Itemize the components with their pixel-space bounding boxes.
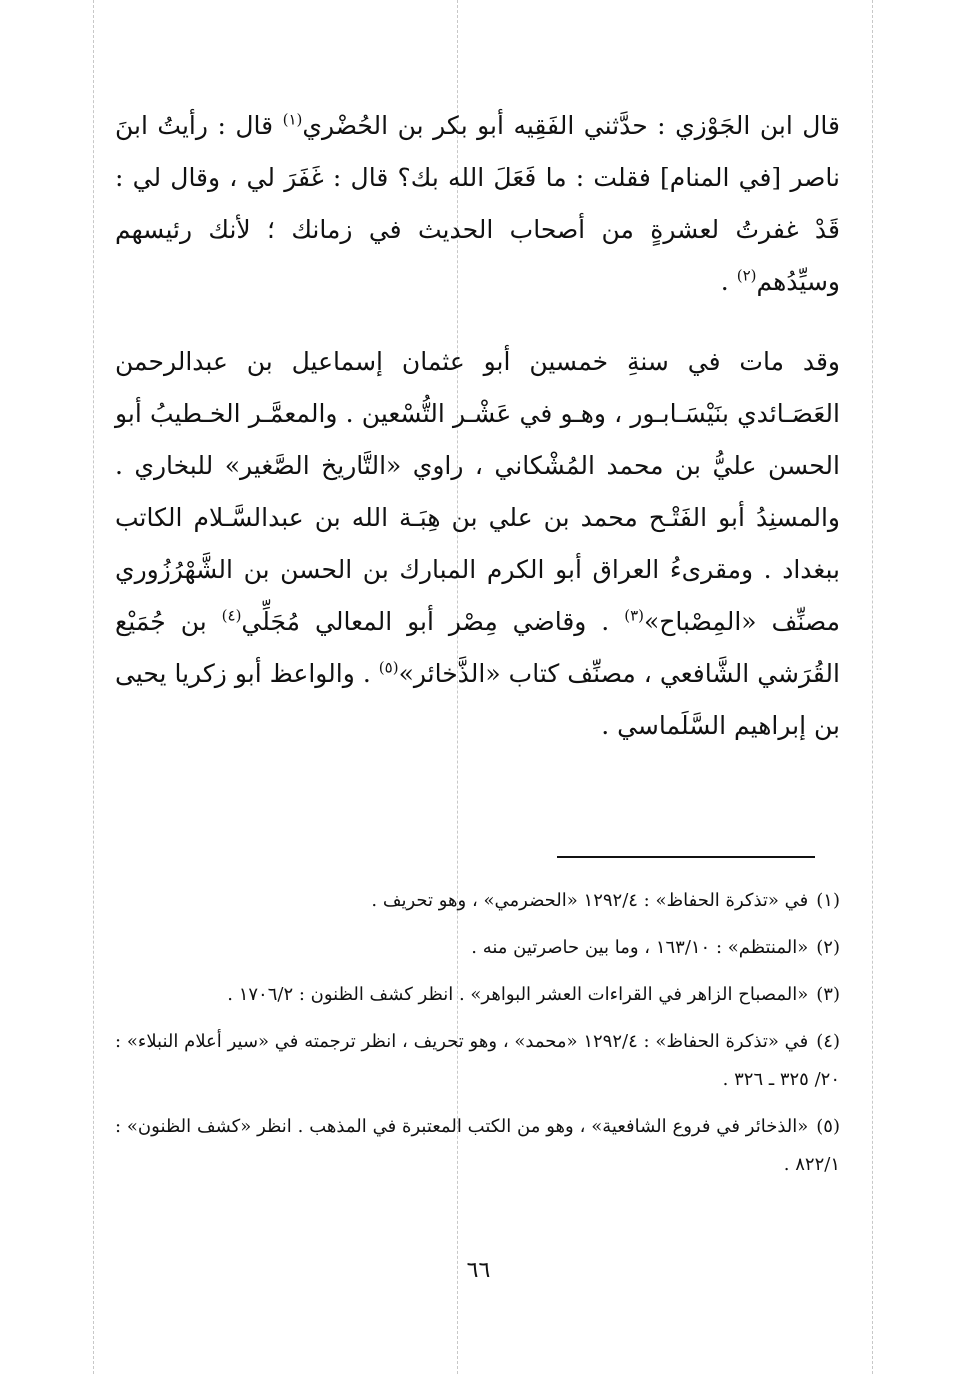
footnote-text: «المنتظم» : ١٦٣/١٠ ، وما بين حاصرتين منه . — [471, 937, 809, 958]
footnote-text: «المصباح الزاهر في القراءات العشر البواهر» . انظر كشف الظنون : ١٧٠٦/٢ . — [227, 984, 809, 1005]
paragraph-2-text-b: . وقاضي مِصْر أبو المعالي مُجَلِّي — [241, 607, 625, 636]
footnote-ref-3: (٣) — [624, 606, 644, 625]
footnote-item — [115, 929, 840, 967]
footnotes-list — [115, 882, 840, 1193]
paragraph-1-text: قال ابن الجَوْزي : حدَّثني الفَقِيه أبو بكر بن الحُضْري — [302, 111, 840, 140]
scan-artifact-line — [93, 0, 94, 1374]
footnote-number: (٢) — [816, 937, 840, 958]
footnote-number: (٥) — [816, 1116, 840, 1137]
footnote-text: في «تذكرة الحفاظ» : ١٢٩٢/٤ «الحضرمي» ، وهو تحريف . — [371, 890, 809, 911]
footnote-separator — [557, 856, 815, 858]
footnote-item — [115, 882, 840, 920]
paragraph-1 — [115, 100, 840, 308]
paragraph-2-text-d: . والواعظ أبو زكريا يحيى بن إبراهيم السَّلَماسي . — [115, 659, 840, 740]
paragraph-1-text-b: قال : رأيتُ ابنَ ناصر [في المنام] فقلت : ما فَعَلَ الله بك؟ قال : غَفَرَ لي ، وقال لي : قَدْ غفرتُ لعشرةٍ من أصحاب الحديث في زمانك ؛ لأنك رئيسهم وسيِّدُهم — [115, 111, 840, 296]
footnote-text: «الذخائر في فروع الشافعية» ، وهو من الكتب المعتبرة في المذهب . انظر «كشف الظنون» : ٨٢٢/١ . — [115, 1116, 840, 1175]
footnote-number: (٣) — [816, 984, 840, 1005]
paragraph-2 — [115, 336, 840, 752]
page-number: ٦٦ — [466, 1258, 491, 1283]
footnote-item — [115, 1023, 840, 1099]
paragraph-1-text-c: . — [720, 267, 737, 296]
footnote-ref-4: (٤) — [221, 606, 242, 625]
footnote-ref-1: (١) — [282, 110, 303, 129]
footnote-ref-2: (٢) — [736, 266, 757, 285]
footnote-ref-5: (٥) — [378, 658, 399, 677]
footnote-item — [115, 976, 840, 1014]
footnote-item — [115, 1108, 840, 1184]
footnote-number: (٤) — [816, 1031, 840, 1052]
scan-artifact-line — [872, 0, 873, 1374]
paragraph-2-text: وقد مات في سنةِ خمسين أبو عثمان إسماعيل بن عبدالرحمن العَصَـائدي بنَيْسَـابـور ، وهـو في عَشْـر التُّسْعين . والمعمَّـر الخـطيبُ أبو الحسن عليُّ بن محمد المُشْكاني ، راوي «التَّاريخ الصَّغير» للبخاري . والمسنِدُ أبو الفَتْـح محمد بن علي بن هِبَـة الله بن عبدالسَّـلام الكاتب ببغداد . ومقرىءُ العراق أبو الكرم المبارك بن الحسن بن الشَّهْرُزُوري مصنِّف «المِصْباح» — [115, 347, 841, 636]
paragraph-2-text-c: بن جُمَيْع القُرَشي الشَّافعي ، مصنِّف كتاب «الذَّخائر» — [115, 607, 840, 688]
footnote-number: (١) — [816, 890, 840, 911]
footnote-text: في «تذكرة الحفاظ» : ١٢٩٢/٤ «محمد» ، وهو تحريف ، انظر ترجمته في «سير أعلام النبلاء» : ٢٠/ ٣٢٥ ـ ٣٢٦ . — [115, 1031, 840, 1090]
